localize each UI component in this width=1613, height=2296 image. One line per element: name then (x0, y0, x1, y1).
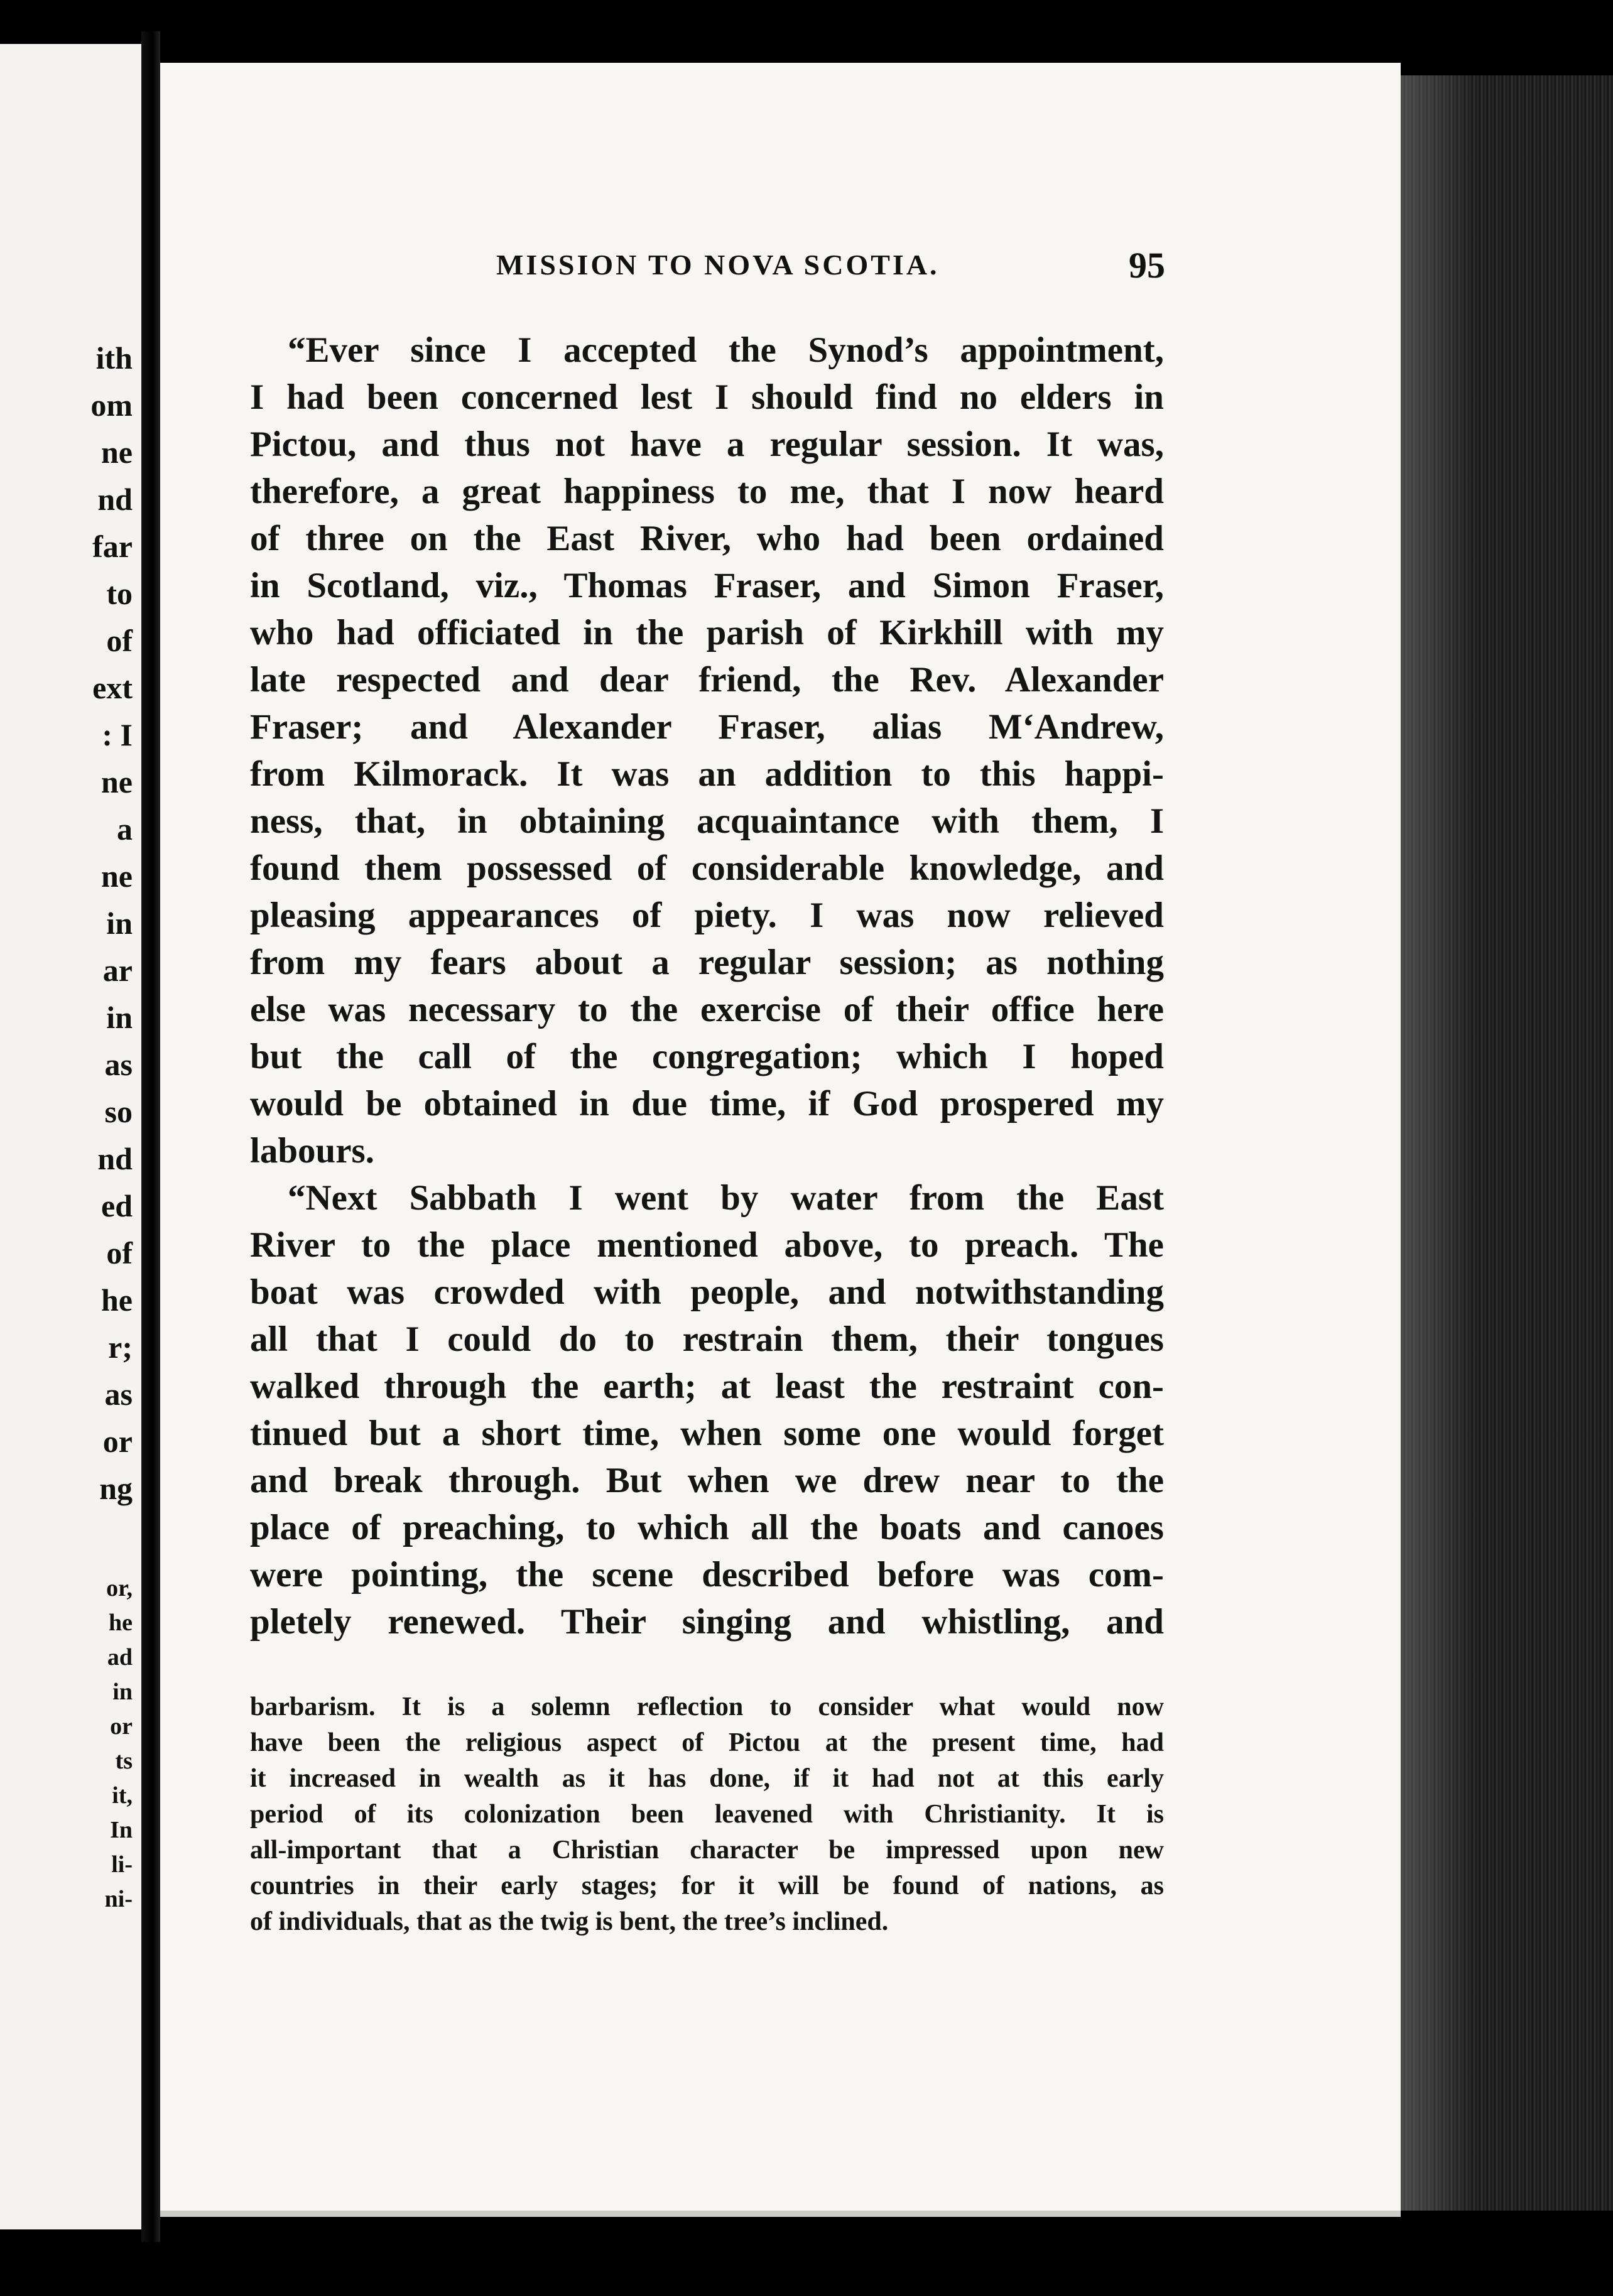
left-page-fragment: it, (112, 1782, 133, 1809)
body-line: and break through. But when we drew near to the (250, 1461, 1164, 1500)
left-page-fragment: om (90, 387, 133, 423)
body-line: from my fears about a regular session; as nothing (250, 943, 1164, 982)
footnote-line: have been the religious aspect of Pictou at the present time, had (250, 1728, 1164, 1757)
running-head (336, 245, 1165, 286)
footnote-line: all-important that a Christian character be impressed upon new (250, 1836, 1164, 1865)
left-page-fragment: so (104, 1094, 133, 1129)
body-line: else was necessary to the exercise of their office here (250, 990, 1164, 1029)
body-line: River to the place mentioned above, to preach. The (250, 1225, 1164, 1265)
left-page-fragment: ng (99, 1471, 133, 1506)
left-page-fragment: : I (102, 717, 133, 752)
body-line: pletely renewed. Their singing and whistling, and (250, 1602, 1164, 1642)
body-line: “Next Sabbath I went by water from the East (288, 1178, 1164, 1218)
footnote-line: countries in their early stages; for it will be found of nations, as (250, 1871, 1164, 1900)
left-page-fragment: he (101, 1282, 133, 1318)
page-bottom-edge (160, 2211, 1401, 2217)
left-page-fragment: ext (92, 670, 133, 705)
body-line: place of preaching, to which all the boats and canoes (250, 1508, 1164, 1547)
left-page-fragment: ni- (104, 1886, 133, 1912)
body-line: pleasing appearances of piety. I was now relieved (250, 896, 1164, 935)
left-page-fragment: ne (101, 435, 133, 470)
body-line: who had officiated in the parish of Kirkhill with my (250, 613, 1164, 653)
body-line: from Kilmorack. It was an addition to this happi- (250, 754, 1164, 794)
left-page-fragment: nd (97, 1141, 133, 1176)
left-page-fragment: ad (107, 1644, 133, 1671)
left-page-fragment: far (92, 529, 133, 564)
body-line: but the call of the congregation; which I hoped (250, 1037, 1164, 1076)
book-gutter (141, 31, 160, 2242)
edge-shade (1401, 75, 1476, 2211)
body-line: tinued but a short time, when some one would forget (250, 1414, 1164, 1453)
body-line: boat was crowded with people, and notwithstanding (250, 1272, 1164, 1312)
body-line: late respected and dear friend, the Rev. Alexander (250, 660, 1164, 700)
left-page-fragment: of (106, 1235, 133, 1270)
body-line: ness, that, in obtaining acquaintance with them, I (250, 801, 1164, 841)
left-page-fragment: he (109, 1610, 133, 1636)
left-neighbor-page (0, 44, 141, 2229)
left-page-fragment: ed (101, 1188, 133, 1223)
left-page-fragment: or (102, 1424, 133, 1459)
left-page-fragment: to (106, 576, 133, 611)
body-line: all that I could do to restrain them, their tongues (250, 1319, 1164, 1359)
page-number: 95 (1129, 245, 1165, 286)
body-line: walked through the earth; at least the restraint con- (250, 1367, 1164, 1406)
body-text (250, 327, 1164, 1645)
left-page-fragment: ith (95, 340, 133, 376)
body-line: in Scotland, viz., Thomas Fraser, and Simon Fraser, (250, 566, 1164, 605)
left-page-fragment: as (104, 1377, 133, 1412)
left-page-fragment: li- (111, 1851, 133, 1878)
body-line: I had been concerned lest I should find no elders in (250, 377, 1164, 417)
left-page-fragment: or (110, 1713, 133, 1740)
running-title: MISSION TO NOVA SCOTIA. (496, 249, 940, 281)
book-page-edges (1401, 75, 1613, 2211)
left-page-fragment: ne (101, 858, 133, 894)
footnote-line: it increased in wealth as it has done, if it had not at this early (250, 1764, 1164, 1793)
footnote-line: of individuals, that as the twig is bent, the tree’s inclined. (250, 1907, 889, 1936)
left-page-fragment: or, (106, 1575, 133, 1601)
left-page-fragment: in (112, 1679, 133, 1705)
left-page-fragment: r; (108, 1329, 133, 1365)
body-line: “Ever since I accepted the Synod’s appointment, (288, 330, 1164, 370)
footnote-line: barbarism. It is a solemn reflection to consider what would now (250, 1692, 1164, 1721)
footnote (250, 1689, 1164, 1940)
left-page-fragment: ne (101, 764, 133, 799)
body-line: would be obtained in due time, if God prospered my (250, 1084, 1164, 1124)
body-line: Pictou, and thus not have a regular session. It was, (250, 425, 1164, 464)
left-page-fragment: a (117, 811, 133, 847)
body-line: therefore, a great happiness to me, that I now heard (250, 472, 1164, 511)
body-line: were pointing, the scene described before was com- (250, 1555, 1164, 1595)
left-page-fragment: In (110, 1817, 133, 1843)
left-page-fragment: ts (115, 1748, 133, 1774)
left-page-fragment: ar (102, 953, 133, 988)
left-page-fragment: in (106, 1000, 133, 1035)
left-page-fragment: in (106, 906, 133, 941)
body-line: found them possessed of considerable knowledge, and (250, 848, 1164, 888)
body-line: labours. (250, 1131, 374, 1171)
left-page-fragment: of (106, 623, 133, 658)
left-page-fragment: nd (97, 482, 133, 517)
footnote-line: period of its colonization been leavened with Christianity. It is (250, 1800, 1164, 1829)
body-line: of three on the East River, who had been ordained (250, 519, 1164, 558)
left-page-fragment: as (104, 1047, 133, 1082)
body-line: Fraser; and Alexander Fraser, alias M‘Andrew, (250, 707, 1164, 747)
